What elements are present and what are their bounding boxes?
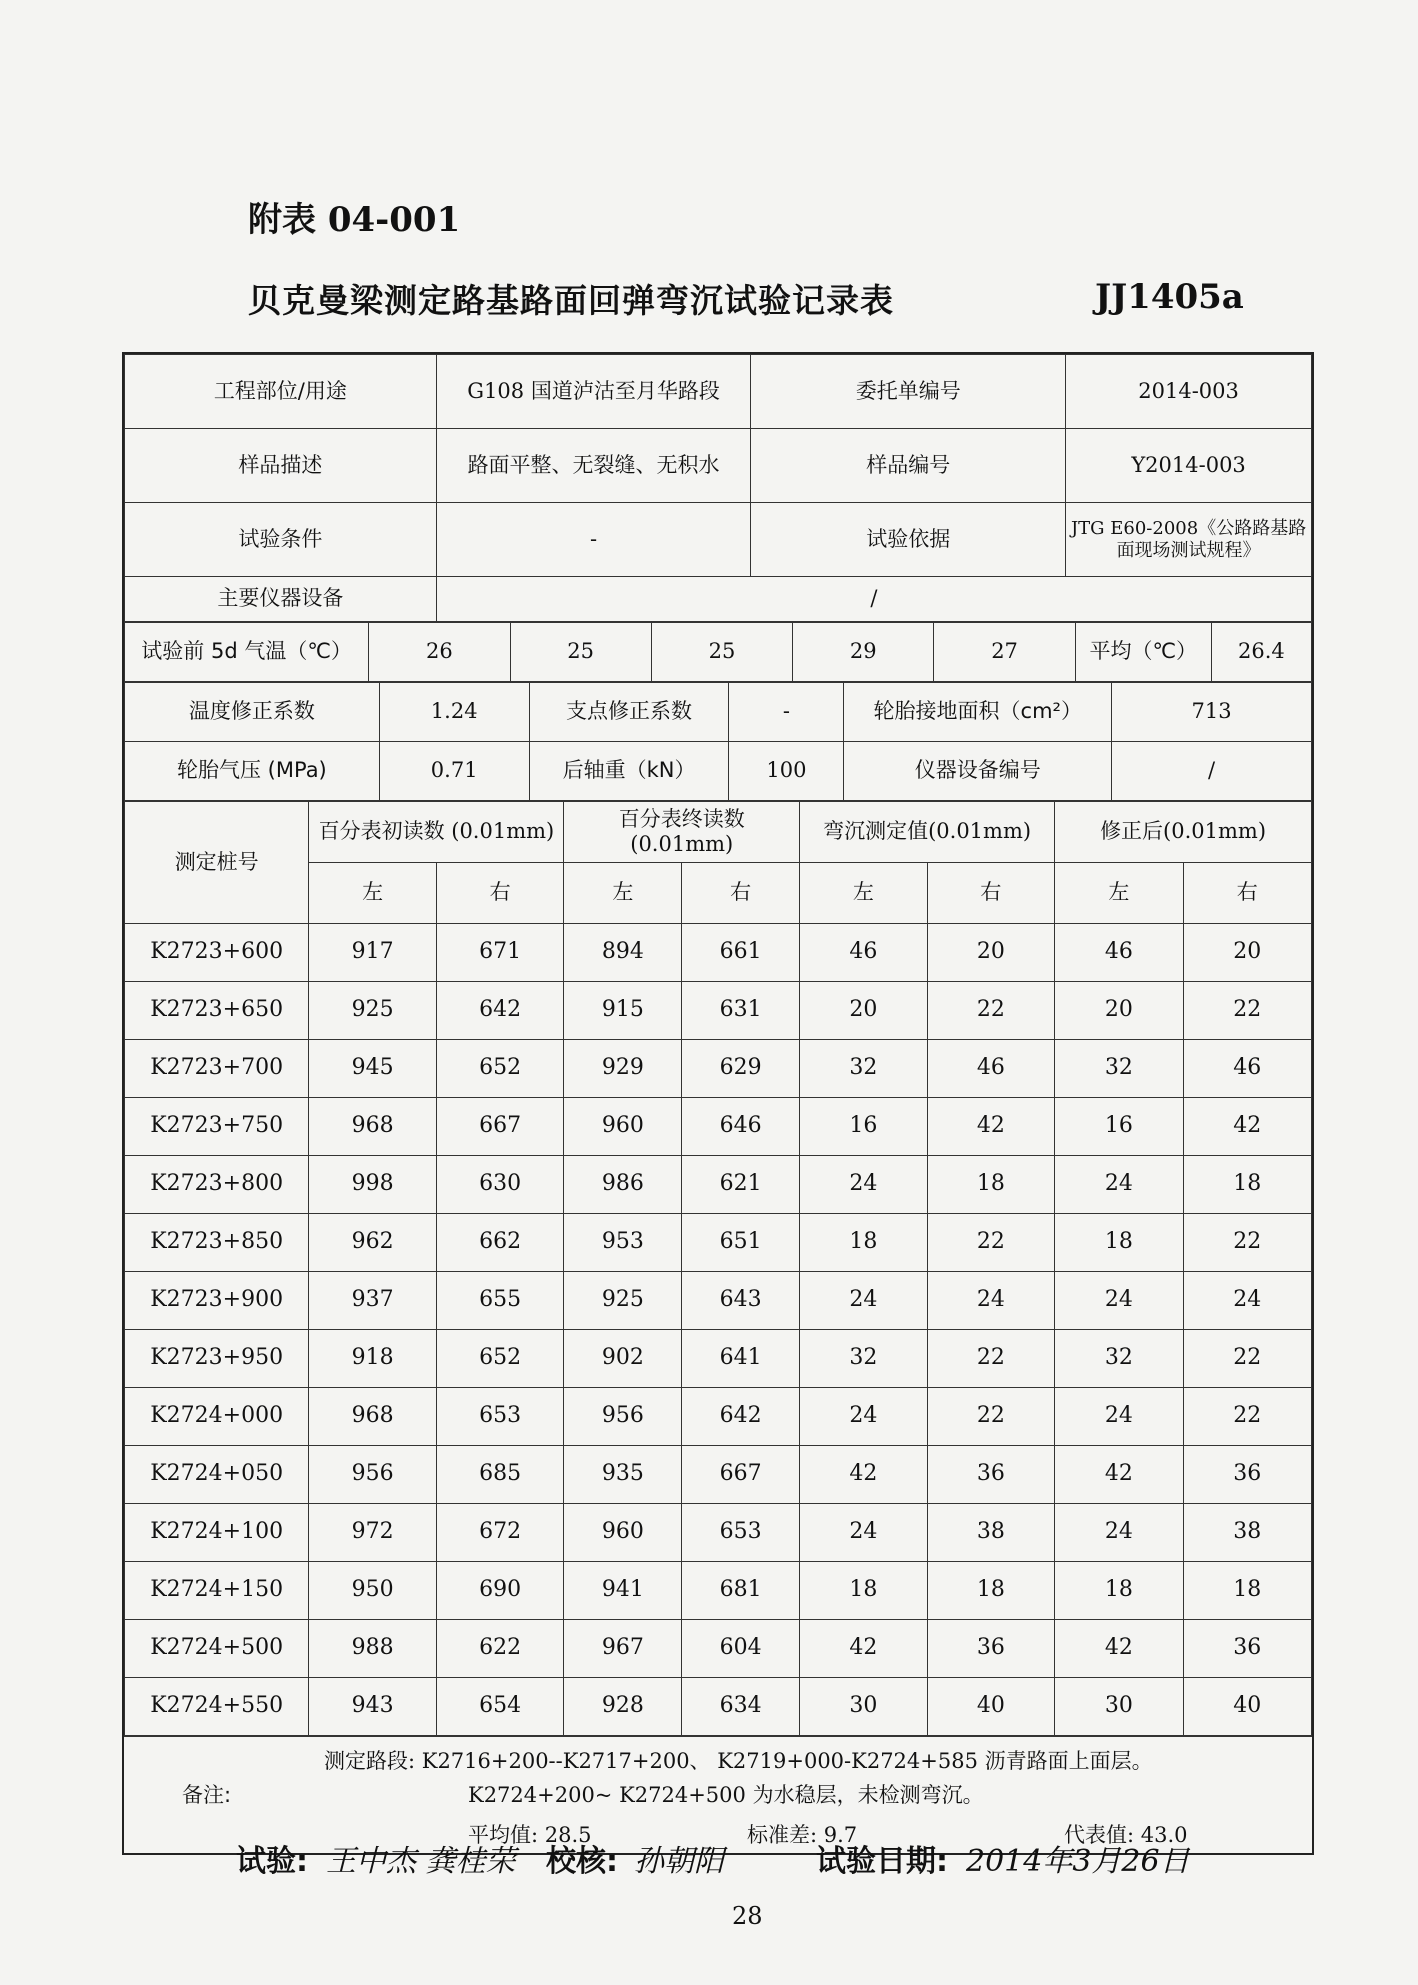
axle-load-value: 100: [729, 742, 844, 801]
final-left-cell: 967: [564, 1620, 682, 1678]
page-number: 28: [732, 1902, 763, 1930]
initial-right-cell: 652: [436, 1040, 564, 1098]
corrected-right-header: 右: [1183, 863, 1311, 924]
initial-left-cell: 925: [309, 982, 437, 1040]
station-cell: K2723+850: [125, 1214, 309, 1272]
corrected-right-cell: 36: [1183, 1620, 1311, 1678]
avg-temp-value: 26.4: [1211, 623, 1311, 682]
deflection-right-header: 右: [927, 863, 1055, 924]
deflection-right-cell: 24: [927, 1272, 1055, 1330]
deflection-left-cell: 32: [800, 1040, 928, 1098]
station-cell: K2724+550: [125, 1678, 309, 1736]
record-sheet: [122, 352, 1314, 1855]
initial-left-cell: 937: [309, 1272, 437, 1330]
final-left-cell: 894: [564, 924, 682, 982]
device-no-value: /: [1112, 742, 1312, 801]
table-row: [125, 1330, 1312, 1388]
corrected-right-cell: 22: [1183, 1388, 1311, 1446]
initial-left-cell: 917: [309, 924, 437, 982]
final-right-cell: 667: [682, 1446, 800, 1504]
corrected-left-cell: 24: [1055, 1504, 1183, 1562]
final-left-header: 左: [564, 863, 682, 924]
deflection-right-cell: 22: [927, 1214, 1055, 1272]
corrected-right-cell: 24: [1183, 1272, 1311, 1330]
deflection-rows: [125, 924, 1312, 1736]
initial-left-cell: 945: [309, 1040, 437, 1098]
corrected-right-cell: 38: [1183, 1504, 1311, 1562]
corrected-left-cell: 18: [1055, 1562, 1183, 1620]
deflection-right-cell: 36: [927, 1620, 1055, 1678]
tire-pressure-value: 0.71: [379, 742, 529, 801]
final-right-cell: 681: [682, 1562, 800, 1620]
initial-reading-header: 百分表初读数 (0.01mm): [309, 802, 564, 863]
final-left-cell: 929: [564, 1040, 682, 1098]
coefficient-table: [124, 682, 1312, 801]
deflection-left-cell: 30: [800, 1678, 928, 1736]
station-cell: K2723+600: [125, 924, 309, 982]
initial-right-cell: 667: [436, 1098, 564, 1156]
std-dev-value: 标准差: 9.7: [747, 1823, 858, 1847]
table-row: [125, 1388, 1312, 1446]
corrected-left-cell: 16: [1055, 1098, 1183, 1156]
final-left-cell: 953: [564, 1214, 682, 1272]
project-value: G108 国道泸沽至月华路段: [436, 355, 751, 429]
station-cell: K2724+150: [125, 1562, 309, 1620]
remarks-label: 备注:: [182, 1783, 232, 1807]
initial-left-cell: 962: [309, 1214, 437, 1272]
deflection-left-cell: 18: [800, 1562, 928, 1620]
initial-right-cell: 690: [436, 1562, 564, 1620]
support-coef-label: 支点修正系数: [529, 683, 729, 742]
corrected-right-cell: 18: [1183, 1562, 1311, 1620]
checker-label: 校核:: [546, 1844, 618, 1879]
table-row: [125, 1272, 1312, 1330]
temp-day-2: 25: [510, 623, 651, 682]
corrected-left-cell: 32: [1055, 1040, 1183, 1098]
initial-left-cell: 968: [309, 1098, 437, 1156]
order-value: 2014-003: [1066, 355, 1312, 429]
temperature-table: [124, 622, 1312, 682]
device-no-label: 仪器设备编号: [844, 742, 1112, 801]
final-left-cell: 960: [564, 1098, 682, 1156]
corrected-right-cell: 36: [1183, 1446, 1311, 1504]
table-row: [125, 1098, 1312, 1156]
condition-label: 试验条件: [125, 503, 437, 577]
project-label: 工程部位/用途: [125, 355, 437, 429]
temp-day-5: 27: [934, 623, 1075, 682]
initial-right-header: 右: [436, 863, 564, 924]
basis-label: 试验依据: [751, 503, 1066, 577]
deflection-right-cell: 36: [927, 1446, 1055, 1504]
deflection-right-cell: 18: [927, 1156, 1055, 1214]
final-left-cell: 902: [564, 1330, 682, 1388]
basis-value: JTG E60-2008《公路路基路面现场测试规程》: [1066, 503, 1312, 577]
corrected-left-cell: 32: [1055, 1330, 1183, 1388]
deflection-right-cell: 22: [927, 982, 1055, 1040]
corrected-right-cell: 22: [1183, 1214, 1311, 1272]
final-right-cell: 661: [682, 924, 800, 982]
deflection-left-cell: 16: [800, 1098, 928, 1156]
contact-area-value: 713: [1112, 683, 1312, 742]
table-row: [125, 1214, 1312, 1272]
table-row: [125, 1504, 1312, 1562]
deflection-right-cell: 22: [927, 1330, 1055, 1388]
checker-signature: 孙朝阳: [634, 1844, 724, 1879]
final-right-header: 右: [682, 863, 800, 924]
corrected-left-cell: 42: [1055, 1620, 1183, 1678]
sample-no-label: 样品编号: [751, 429, 1066, 503]
corrected-left-cell: 24: [1055, 1388, 1183, 1446]
initial-right-cell: 685: [436, 1446, 564, 1504]
condition-value: -: [436, 503, 751, 577]
deflection-right-cell: 42: [927, 1098, 1055, 1156]
order-label: 委托单编号: [751, 355, 1066, 429]
initial-left-cell: 943: [309, 1678, 437, 1736]
temp-day-4: 29: [793, 623, 934, 682]
corrected-left-cell: 42: [1055, 1446, 1183, 1504]
final-right-cell: 634: [682, 1678, 800, 1736]
initial-left-cell: 972: [309, 1504, 437, 1562]
corrected-header: 修正后(0.01mm): [1055, 802, 1312, 863]
deflection-left-cell: 24: [800, 1388, 928, 1446]
initial-right-cell: 655: [436, 1272, 564, 1330]
final-left-cell: 935: [564, 1446, 682, 1504]
table-row: [125, 1156, 1312, 1214]
page-title: 贝克曼梁测定路基路面回弹弯沉试验记录表: [248, 281, 894, 320]
final-left-cell: 928: [564, 1678, 682, 1736]
initial-left-cell: 968: [309, 1388, 437, 1446]
equipment-value: /: [436, 577, 1311, 622]
station-cell: K2724+500: [125, 1620, 309, 1678]
initial-left-cell: 956: [309, 1446, 437, 1504]
initial-left-cell: 988: [309, 1620, 437, 1678]
final-left-cell: 941: [564, 1562, 682, 1620]
sample-desc-value: 路面平整、无裂缝、无积水: [436, 429, 751, 503]
contact-area-label: 轮胎接地面积（cm²）: [844, 683, 1112, 742]
deflection-right-cell: 40: [927, 1678, 1055, 1736]
final-left-cell: 915: [564, 982, 682, 1040]
initial-right-cell: 654: [436, 1678, 564, 1736]
deflection-left-cell: 20: [800, 982, 928, 1040]
table-row: [125, 1562, 1312, 1620]
corrected-left-cell: 20: [1055, 982, 1183, 1040]
station-cell: K2724+050: [125, 1446, 309, 1504]
info-table: [124, 354, 1312, 622]
initial-left-cell: 918: [309, 1330, 437, 1388]
tester-signature: 王中杰 龚桂荣: [326, 1844, 516, 1879]
final-right-cell: 653: [682, 1504, 800, 1562]
deflection-right-cell: 22: [927, 1388, 1055, 1446]
deflection-left-cell: 24: [800, 1504, 928, 1562]
table-row: [125, 1620, 1312, 1678]
deflection-table: [124, 801, 1312, 1736]
remarks-exclusion-line: K2724+200~ K2724+500 为水稳层，未检测弯沉。: [468, 1783, 984, 1807]
mean-value: 平均值: 28.5: [468, 1823, 592, 1847]
sample-no-value: Y2014-003: [1066, 429, 1312, 503]
initial-right-cell: 662: [436, 1214, 564, 1272]
station-cell: K2724+100: [125, 1504, 309, 1562]
temp-coef-value: 1.24: [379, 683, 529, 742]
equipment-label: 主要仪器设备: [125, 577, 437, 622]
initial-right-cell: 642: [436, 982, 564, 1040]
initial-right-cell: 672: [436, 1504, 564, 1562]
station-cell: K2724+000: [125, 1388, 309, 1446]
signature-footer: [236, 1828, 1296, 1898]
station-cell: K2723+950: [125, 1330, 309, 1388]
deflection-left-cell: 46: [800, 924, 928, 982]
corrected-right-cell: 42: [1183, 1098, 1311, 1156]
table-row: [125, 1678, 1312, 1736]
corrected-left-cell: 18: [1055, 1214, 1183, 1272]
station-cell: K2723+800: [125, 1156, 309, 1214]
final-left-cell: 956: [564, 1388, 682, 1446]
temp-label: 试验前 5d 气温（℃）: [125, 623, 369, 682]
initial-left-header: 左: [309, 863, 437, 924]
station-cell: K2723+700: [125, 1040, 309, 1098]
initial-right-cell: 630: [436, 1156, 564, 1214]
temp-day-3: 25: [651, 623, 792, 682]
table-row: [125, 1040, 1312, 1098]
axle-load-label: 后轴重（kN）: [529, 742, 729, 801]
deflection-right-cell: 18: [927, 1562, 1055, 1620]
support-coef-value: -: [729, 683, 844, 742]
table-row: [125, 924, 1312, 982]
representative-value: 代表值: 43.0: [1064, 1823, 1188, 1847]
station-cell: K2723+900: [125, 1272, 309, 1330]
sample-desc-label: 样品描述: [125, 429, 437, 503]
deflection-left-cell: 42: [800, 1620, 928, 1678]
tester-label: 试验:: [236, 1844, 308, 1879]
initial-right-cell: 622: [436, 1620, 564, 1678]
corrected-right-cell: 22: [1183, 1330, 1311, 1388]
final-reading-header: 百分表终读数 (0.01mm): [564, 802, 800, 863]
station-cell: K2723+750: [125, 1098, 309, 1156]
station-cell: K2723+650: [125, 982, 309, 1040]
tire-pressure-label: 轮胎气压 (MPa): [125, 742, 380, 801]
deflection-left-cell: 24: [800, 1272, 928, 1330]
final-right-cell: 641: [682, 1330, 800, 1388]
initial-right-cell: 653: [436, 1388, 564, 1446]
deflection-right-cell: 46: [927, 1040, 1055, 1098]
initial-right-cell: 652: [436, 1330, 564, 1388]
final-right-cell: 646: [682, 1098, 800, 1156]
table-row: [125, 1446, 1312, 1504]
station-header: 测定桩号: [125, 802, 309, 924]
corrected-left-header: 左: [1055, 863, 1183, 924]
final-right-cell: 621: [682, 1156, 800, 1214]
form-code: JJ1405a: [1095, 277, 1244, 317]
corrected-left-cell: 30: [1055, 1678, 1183, 1736]
final-left-cell: 925: [564, 1272, 682, 1330]
corrected-left-cell: 24: [1055, 1156, 1183, 1214]
attachment-number: 附表 04-001: [248, 200, 461, 240]
final-right-cell: 631: [682, 982, 800, 1040]
final-right-cell: 651: [682, 1214, 800, 1272]
date-label: 试验日期:: [816, 1844, 948, 1879]
final-left-cell: 960: [564, 1504, 682, 1562]
deflection-left-cell: 42: [800, 1446, 928, 1504]
avg-temp-label: 平均（℃）: [1075, 623, 1211, 682]
final-right-cell: 629: [682, 1040, 800, 1098]
corrected-right-cell: 46: [1183, 1040, 1311, 1098]
temp-day-1: 26: [369, 623, 510, 682]
final-right-cell: 643: [682, 1272, 800, 1330]
final-right-cell: 604: [682, 1620, 800, 1678]
table-row: [125, 982, 1312, 1040]
corrected-left-cell: 24: [1055, 1272, 1183, 1330]
corrected-right-cell: 40: [1183, 1678, 1311, 1736]
deflection-left-header: 左: [800, 863, 928, 924]
initial-left-cell: 950: [309, 1562, 437, 1620]
deflection-header: 弯沉测定值(0.01mm): [800, 802, 1055, 863]
remarks-section-line: 测定路段: K2716+200--K2717+200、 K2719+000-K2724+585 沥青路面上面层。: [324, 1749, 1153, 1773]
final-left-cell: 986: [564, 1156, 682, 1214]
final-right-cell: 642: [682, 1388, 800, 1446]
deflection-left-cell: 32: [800, 1330, 928, 1388]
temp-coef-label: 温度修正系数: [125, 683, 380, 742]
deflection-left-cell: 18: [800, 1214, 928, 1272]
corrected-right-cell: 18: [1183, 1156, 1311, 1214]
initial-right-cell: 671: [436, 924, 564, 982]
corrected-left-cell: 46: [1055, 924, 1183, 982]
corrected-right-cell: 22: [1183, 982, 1311, 1040]
test-date: 2014年3月26日: [966, 1844, 1190, 1879]
deflection-right-cell: 38: [927, 1504, 1055, 1562]
initial-left-cell: 998: [309, 1156, 437, 1214]
corrected-right-cell: 20: [1183, 924, 1311, 982]
deflection-left-cell: 24: [800, 1156, 928, 1214]
deflection-right-cell: 20: [927, 924, 1055, 982]
